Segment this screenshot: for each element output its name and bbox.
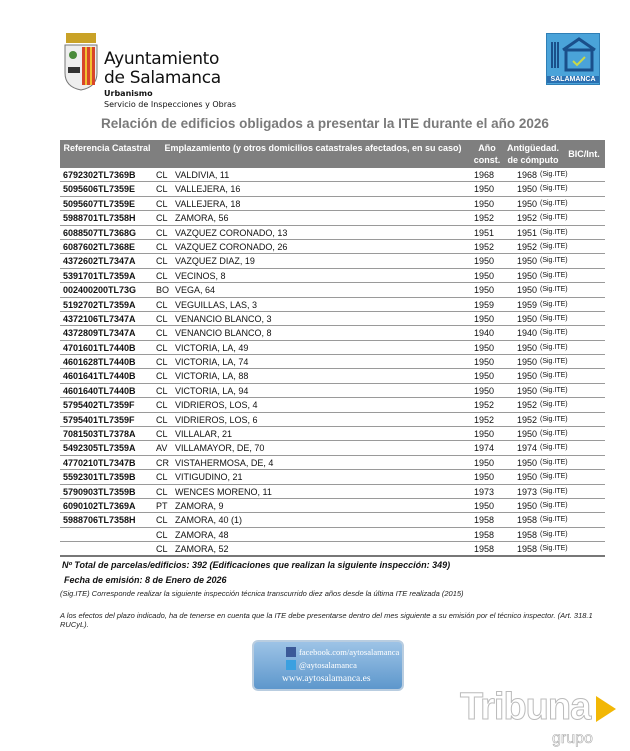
ite-logo-label: SALAMANCA	[547, 76, 599, 83]
address: ZAMORA, 48	[175, 529, 229, 540]
construction-year: 1974	[474, 443, 495, 454]
computation-year: 1950	[517, 429, 538, 440]
website-link[interactable]: www.aytosalamanca.es	[282, 674, 371, 684]
street-type: CR	[156, 457, 169, 468]
reference: 5988706TL7358H	[63, 515, 136, 526]
table-row	[60, 298, 605, 312]
sig-ite-tag: (Sig.ITE)	[540, 372, 568, 380]
construction-year: 1968	[474, 170, 495, 180]
reference: 5795401TL7359F	[63, 414, 135, 425]
street-type: BO	[156, 285, 170, 296]
street-type: CL	[156, 414, 168, 425]
sig-ite-tag: (Sig.ITE)	[540, 545, 568, 553]
sig-ite-tag: (Sig.ITE)	[540, 401, 568, 409]
sig-ite-tag: (Sig.ITE)	[540, 185, 568, 193]
computation-year: 1952	[517, 213, 538, 224]
table-row	[60, 226, 605, 240]
reference: 5988701TL7358H	[63, 213, 136, 224]
table-row	[60, 240, 605, 254]
ite-salamanca-logo	[546, 33, 600, 85]
table-row	[60, 456, 605, 470]
computation-year: 1950	[517, 500, 538, 511]
street-type: CL	[156, 184, 168, 195]
street-type: CL	[156, 486, 168, 497]
sig-ite-tag: (Sig.ITE)	[540, 501, 568, 509]
construction-year: 1950	[474, 472, 495, 483]
street-type: CL	[156, 241, 168, 252]
col-ref: Referencia Catastral	[63, 143, 151, 153]
table-row	[60, 355, 605, 369]
organization-name	[104, 50, 221, 88]
street-type: CL	[156, 256, 168, 267]
address: VAZQUEZ DIAZ, 19	[175, 256, 255, 267]
street-type: CL	[156, 429, 168, 440]
table-row	[60, 197, 605, 211]
reference: 5095607TL7359E	[63, 198, 136, 209]
street-type: CL	[156, 213, 168, 224]
table-body	[60, 168, 605, 557]
col-year: Año const.	[473, 143, 501, 165]
sig-ite-tag: (Sig.ITE)	[540, 329, 568, 337]
construction-year: 1952	[474, 400, 495, 411]
address: VALDIVIA, 11	[175, 170, 230, 180]
construction-year: 1952	[474, 414, 495, 425]
construction-year: 1958	[474, 515, 495, 526]
sig-ite-tag: (Sig.ITE)	[540, 271, 568, 279]
reference: 5095606TL7359E	[63, 184, 136, 195]
table-row	[60, 499, 605, 513]
street-type: CL	[156, 515, 168, 526]
reference: 4601628TL7440B	[63, 357, 136, 368]
street-type: CL	[156, 371, 168, 382]
address: VIDRIEROS, LOS, 6	[175, 414, 258, 425]
table-row	[60, 326, 605, 340]
computation-year: 1974	[517, 443, 538, 454]
table-row	[60, 427, 605, 441]
table-row	[60, 269, 605, 283]
address: VECINOS, 8	[175, 270, 226, 281]
computation-year: 1940	[517, 328, 538, 339]
play-triangle-icon	[594, 694, 618, 724]
sig-ite-tag: (Sig.ITE)	[540, 444, 568, 452]
reference: 5790903TL7359B	[63, 486, 136, 497]
construction-year: 1950	[474, 313, 495, 324]
construction-year: 1950	[474, 285, 495, 296]
computation-year: 1950	[517, 385, 538, 396]
computation-year: 1950	[517, 184, 538, 195]
address: VENANCIO BLANCO, 3	[175, 313, 272, 324]
sig-ite-note: (Sig.ITE) Corresponde realizar la siguiente inspección técnica transcurrido diez años desde la última ITE realizada (2015)	[60, 589, 464, 598]
construction-year: 1950	[474, 270, 495, 281]
street-type: CL	[156, 342, 168, 353]
col-bic: BIC/Int.	[568, 149, 600, 159]
street-type: CL	[156, 227, 168, 238]
organization-name-line1: Ayuntamiento	[104, 49, 220, 69]
street-type: CL	[156, 170, 168, 180]
reference: 6792302TL7369B	[63, 170, 136, 180]
sig-ite-tag: (Sig.ITE)	[540, 199, 568, 207]
sig-ite-tag: (Sig.ITE)	[540, 343, 568, 351]
house-check-icon	[547, 34, 599, 74]
address: VIDRIEROS, LOS, 4	[175, 400, 258, 411]
computation-year: 1950	[517, 313, 538, 324]
address: VAZQUEZ CORONADO, 13	[175, 227, 288, 238]
table-row	[60, 312, 605, 326]
construction-year: 1950	[474, 357, 495, 368]
address: VALLEJERA, 16	[175, 184, 241, 195]
computation-year: 1952	[517, 400, 538, 411]
street-type: CL	[156, 529, 168, 540]
construction-year: 1958	[474, 529, 495, 540]
reference: 6088507TL7368G	[63, 227, 137, 238]
address: VILLALAR, 21	[175, 429, 233, 440]
reference: 5391701TL7359A	[63, 270, 136, 281]
table-row	[60, 283, 605, 297]
reference: 5795402TL7359F	[63, 400, 135, 411]
reference: 6087602TL7368E	[63, 241, 136, 252]
address: VICTORIA, LA, 88	[175, 371, 249, 382]
computation-year: 1950	[517, 472, 538, 483]
watermark-subtext: grupo	[552, 730, 593, 747]
street-type: PT	[156, 500, 168, 511]
construction-year: 1950	[474, 429, 495, 440]
computation-year: 1950	[517, 256, 538, 267]
street-type: CL	[156, 270, 168, 281]
address: VEGUILLAS, LAS, 3	[175, 299, 258, 310]
reference: 5492305TL7359A	[63, 443, 136, 454]
street-type: CL	[156, 357, 168, 368]
street-type: AV	[156, 443, 168, 454]
address: VITIGUDINO, 21	[175, 472, 243, 483]
construction-year: 1950	[474, 198, 495, 209]
table-row	[60, 513, 605, 527]
computation-year: 1950	[517, 342, 538, 353]
construction-year: 1950	[474, 371, 495, 382]
social-links-banner	[252, 640, 404, 691]
reference: 4372809TL7347A	[63, 328, 136, 339]
address: VENANCIO BLANCO, 8	[175, 328, 272, 339]
organization-name-line2: de Salamanca	[104, 68, 221, 88]
computation-year: 1968	[517, 170, 538, 180]
table-row	[60, 485, 605, 499]
sig-ite-tag: (Sig.ITE)	[540, 530, 568, 538]
department-name: Urbanismo	[104, 89, 153, 98]
construction-year: 1950	[474, 457, 495, 468]
computation-year: 1958	[517, 529, 538, 540]
table-row	[60, 341, 605, 355]
computation-year: 1958	[517, 515, 538, 526]
col-location: Emplazamiento (y otros domicilios catastrales afectados, en su caso)	[164, 143, 462, 153]
city-coat-of-arms-icon	[62, 33, 100, 91]
sig-ite-tag: (Sig.ITE)	[540, 171, 568, 178]
facebook-icon	[286, 647, 296, 657]
legal-note: A los efectos del plazo indicado, ha de tenerse en cuenta que la ITE debe presentarse dentro del mes siguiente a su emisión por el técnico inspector. (Art. 318.1 RUCyL).	[60, 611, 593, 629]
reference: 4701601TL7440B	[63, 342, 136, 353]
tribuna-watermark	[460, 686, 620, 750]
table-header	[60, 140, 605, 168]
address: ZAMORA, 9	[175, 500, 224, 511]
construction-year: 1952	[474, 241, 495, 252]
reference: 4601640TL7440B	[63, 385, 136, 396]
sig-ite-tag: (Sig.ITE)	[540, 458, 568, 466]
facebook-link[interactable]: facebook.com/aytosalamanca	[299, 647, 400, 657]
computation-year: 1951	[517, 227, 538, 238]
table-row	[60, 254, 605, 268]
address: VAZQUEZ CORONADO, 26	[175, 241, 288, 252]
address: VILLAMAYOR, DE, 70	[175, 443, 265, 454]
table-row	[60, 398, 605, 412]
construction-year: 1973	[474, 486, 495, 497]
street-type: CL	[156, 198, 168, 209]
street-type: CL	[156, 313, 168, 324]
computation-year: 1950	[517, 357, 538, 368]
twitter-icon	[286, 660, 296, 670]
sig-ite-tag: (Sig.ITE)	[540, 358, 568, 366]
address: VISTAHERMOSA, DE, 4	[175, 457, 274, 468]
construction-year: 1950	[474, 385, 495, 396]
reference: 4770210TL7347B	[63, 457, 136, 468]
address: ZAMORA, 56	[175, 213, 229, 224]
table-row	[60, 168, 605, 182]
address: VALLEJERA, 18	[175, 198, 241, 209]
table-row	[60, 441, 605, 455]
street-type: CL	[156, 400, 168, 411]
construction-year: 1950	[474, 342, 495, 353]
computation-year: 1973	[517, 486, 538, 497]
issue-date: Fecha de emisión: 8 de Enero de 2026	[64, 575, 227, 585]
table-row	[60, 182, 605, 196]
sig-ite-tag: (Sig.ITE)	[540, 228, 568, 236]
street-type: CL	[156, 328, 168, 339]
construction-year: 1952	[474, 213, 495, 224]
reference: 5192702TL7359A	[63, 299, 136, 310]
address: WENCES MORENO, 11	[175, 486, 272, 497]
address: VICTORIA, LA, 94	[175, 385, 249, 396]
computation-year: 1950	[517, 198, 538, 209]
computation-year: 1950	[517, 371, 538, 382]
reference: 7081503TL7378A	[63, 429, 136, 440]
col-age: Antigüedad. de cómputo	[507, 143, 559, 165]
address: VEGA, 64	[175, 285, 216, 296]
sig-ite-tag: (Sig.ITE)	[540, 257, 568, 265]
sig-ite-tag: (Sig.ITE)	[540, 487, 568, 495]
construction-year: 1958	[474, 544, 495, 555]
twitter-link[interactable]: @aytosalamanca	[299, 660, 357, 670]
table-row	[60, 528, 605, 542]
computation-year: 1950	[517, 270, 538, 281]
address: VICTORIA, LA, 74	[175, 357, 249, 368]
address: ZAMORA, 40 (1)	[175, 515, 243, 526]
street-type: CL	[156, 472, 168, 483]
sig-ite-tag: (Sig.ITE)	[540, 300, 568, 308]
reference: 002400200TL73G	[63, 285, 137, 296]
sig-ite-tag: (Sig.ITE)	[540, 214, 568, 222]
computation-year: 1958	[517, 544, 538, 555]
sig-ite-tag: (Sig.ITE)	[540, 430, 568, 438]
street-type: CL	[156, 544, 168, 555]
street-type: CL	[156, 385, 168, 396]
table-row	[60, 211, 605, 225]
address: ZAMORA, 52	[175, 544, 229, 555]
service-name: Servicio de Inspecciones y Obras	[104, 100, 237, 109]
reference: 4372602TL7347A	[63, 256, 136, 267]
construction-year: 1950	[474, 256, 495, 267]
construction-year: 1940	[474, 328, 495, 339]
construction-year: 1950	[474, 500, 495, 511]
reference: 4372106TL7347A	[63, 313, 136, 324]
computation-year: 1952	[517, 414, 538, 425]
construction-year: 1959	[474, 299, 495, 310]
sig-ite-tag: (Sig.ITE)	[540, 415, 568, 423]
sig-ite-tag: (Sig.ITE)	[540, 286, 568, 294]
page-title: Relación de edificios obligados a presentar la ITE durante el año 2026	[101, 116, 549, 131]
sig-ite-tag: (Sig.ITE)	[540, 386, 568, 394]
reference: 6090102TL7369A	[63, 500, 136, 511]
watermark-text: Tribuna	[460, 686, 591, 728]
computation-year: 1959	[517, 299, 538, 310]
sig-ite-tag: (Sig.ITE)	[540, 516, 568, 524]
reference: 4601641TL7440B	[63, 371, 136, 382]
sig-ite-tag: (Sig.ITE)	[540, 242, 568, 250]
computation-year: 1950	[517, 457, 538, 468]
reference: 5592301TL7359B	[63, 472, 136, 483]
table-row	[60, 470, 605, 484]
table-row	[60, 369, 605, 383]
sig-ite-tag: (Sig.ITE)	[540, 314, 568, 322]
total-count: Nº Total de parcelas/edificios: 392 (Edificaciones que realizan la siguiente inspección: 349)	[62, 560, 451, 570]
construction-year: 1950	[474, 184, 495, 195]
computation-year: 1952	[517, 241, 538, 252]
computation-year: 1950	[517, 285, 538, 296]
table-row	[60, 384, 605, 398]
address: VICTORIA, LA, 49	[175, 342, 249, 353]
construction-year: 1951	[474, 227, 495, 238]
buildings-table	[60, 140, 605, 557]
table-row	[60, 413, 605, 427]
street-type: CL	[156, 299, 168, 310]
sig-ite-tag: (Sig.ITE)	[540, 473, 568, 481]
table-row	[60, 542, 605, 556]
